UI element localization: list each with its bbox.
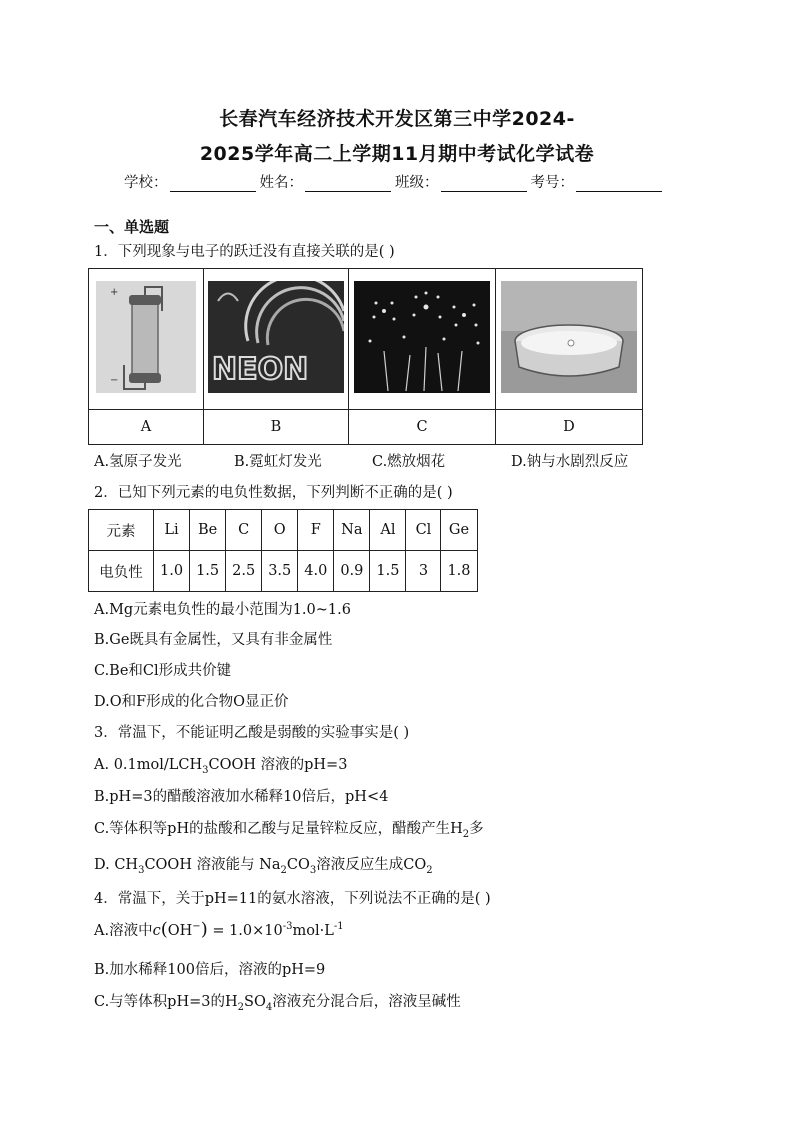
- q3-stem: 3．常温下，不能证明乙酸是弱酸的实验事实是( ): [94, 725, 410, 741]
- image-cell-b: [204, 269, 349, 410]
- hydroxide-ion: OH: [167, 923, 193, 939]
- q3-option-d[interactable]: [94, 853, 433, 876]
- subscript: 2: [426, 864, 433, 876]
- table-cell: 2.5: [226, 551, 262, 592]
- table-cell: 3.5: [262, 551, 298, 592]
- col-label-c: C: [349, 410, 496, 445]
- q2-option-a[interactable]: A.Mg元素电负性的最小范围为1.0~1.6: [94, 602, 351, 618]
- q3-c-text: C.等体积等pH的盐酸和乙酸与足量锌粒反应，醋酸产生H: [94, 821, 463, 837]
- section-heading: 一、单选题: [94, 218, 170, 236]
- school-label: 学校：: [124, 175, 168, 191]
- table-cell: O: [262, 510, 298, 551]
- table-cell: Na: [334, 510, 370, 551]
- table-cell: Li: [154, 510, 190, 551]
- q2-option-b[interactable]: B.Ge既具有金属性，又具有非金属性: [94, 632, 333, 648]
- name-blank[interactable]: [305, 176, 391, 192]
- table-cell: 1.8: [441, 551, 477, 592]
- q1-option-b[interactable]: B.霓虹灯发光: [234, 454, 322, 470]
- table-cell: C: [226, 510, 262, 551]
- q3-d-text3: CO: [286, 857, 310, 873]
- q4-c-text3: 溶液充分混合后，溶液呈碱性: [272, 994, 461, 1010]
- q3-a-text2: COOH 溶液的pH=3: [208, 757, 348, 773]
- table-cell: 1.0: [154, 551, 190, 592]
- q1-stem: 1．下列现象与电子的跃迁没有直接关联的是( ): [94, 244, 395, 260]
- table-row: [89, 510, 478, 551]
- school-blank[interactable]: [170, 176, 256, 192]
- subscript: 4: [265, 1001, 273, 1013]
- left-paren: (: [160, 919, 168, 940]
- q1-image-table: [88, 268, 643, 445]
- q2-option-c[interactable]: C.Be和Cl形成共价键: [94, 663, 232, 679]
- table-cell: 4.0: [298, 551, 334, 592]
- subscript: 2: [462, 828, 470, 840]
- electronegativity-table: [88, 509, 478, 592]
- q3-c-text2: 多: [469, 821, 484, 837]
- q4-stem: 4．常温下，关于pH=11的氨水溶液，下列说法不正确的是( ): [94, 891, 491, 907]
- neon-sign-image: [208, 281, 344, 393]
- table-cell: Ge: [441, 510, 477, 551]
- q3-option-b[interactable]: B.pH=3的醋酸溶液加水稀释10倍后，pH<4: [94, 789, 389, 805]
- class-label: 班级：: [395, 175, 439, 191]
- q4-a-text: A.溶液中: [94, 923, 153, 939]
- table-cell: 电负性: [89, 551, 154, 592]
- svg-text:+: +: [110, 287, 119, 298]
- col-label-b: B: [204, 410, 349, 445]
- superscript: −: [192, 921, 201, 933]
- q2-stem: 2．已知下列元素的电负性数据，下列判断不正确的是( ): [94, 485, 453, 501]
- q2-option-d[interactable]: D.O和F形成的化合物O显正价: [94, 694, 289, 710]
- concentration-symbol: c: [152, 923, 161, 939]
- class-blank[interactable]: [441, 176, 527, 192]
- table-cell: Al: [370, 510, 406, 551]
- table-cell: 3: [406, 551, 441, 592]
- q3-option-a[interactable]: [94, 753, 347, 776]
- student-info-row: [124, 171, 666, 192]
- subscript: 3: [202, 764, 209, 776]
- exam-title-line1: 长春汽车经济技术开发区第三中学2024-: [219, 108, 575, 130]
- q4-option-b[interactable]: B.加水稀释100倍后，溶液的pH=9: [94, 962, 326, 978]
- subscript: 2: [280, 864, 287, 876]
- q4-option-c[interactable]: [94, 990, 461, 1013]
- q1-option-c[interactable]: C.燃放烟花: [372, 454, 446, 470]
- q3-option-c[interactable]: [94, 817, 484, 840]
- q4-option-a[interactable]: [94, 919, 344, 940]
- subscript: 3: [309, 864, 317, 876]
- subscript: 3: [138, 864, 145, 876]
- image-cell-c: [349, 269, 496, 410]
- exam-number-label: 考号：: [530, 175, 574, 191]
- image-cell-a: [89, 269, 204, 410]
- q4-c-text: C.与等体积pH=3的H: [94, 994, 238, 1010]
- table-cell: 元素: [89, 510, 154, 551]
- table-cell: Be: [190, 510, 226, 551]
- col-label-a: A: [89, 410, 204, 445]
- name-label: 姓名：: [259, 175, 303, 191]
- sodium-water-image: [501, 281, 637, 393]
- q1-option-a[interactable]: A.氢原子发光: [94, 454, 182, 470]
- subscript: 2: [237, 1001, 245, 1013]
- table-cell: Cl: [406, 510, 441, 551]
- q3-d-text4: 溶液反应生成CO: [316, 857, 427, 873]
- right-paren: ): [200, 919, 208, 940]
- q1-option-d[interactable]: D.钠与水剧烈反应: [511, 454, 629, 470]
- superscript: -3: [282, 921, 293, 933]
- svg-text:NEON: NEON: [212, 352, 309, 387]
- superscript: -1: [333, 921, 344, 933]
- q3-d-text: D. CH: [94, 857, 139, 873]
- table-cell: F: [298, 510, 334, 551]
- table-cell: 0.9: [334, 551, 370, 592]
- hydrogen-tube-image: [96, 281, 196, 393]
- table-cell: 1.5: [190, 551, 226, 592]
- q4-c-text2: SO: [244, 994, 266, 1010]
- exam-title-line2: 2025学年高二上学期11月期中考试化学试卷: [199, 143, 595, 165]
- fireworks-image: [354, 281, 490, 393]
- q3-a-text: A. 0.1mol/LCH: [94, 757, 203, 773]
- col-label-d: D: [496, 410, 643, 445]
- q4-a-value: = 1.0×10: [212, 923, 283, 939]
- image-cell-d: [496, 269, 643, 410]
- q3-d-text2: COOH 溶液能与 Na: [144, 857, 281, 873]
- svg-text:−: −: [110, 375, 119, 386]
- exam-number-blank[interactable]: [576, 176, 662, 192]
- table-row: [89, 551, 478, 592]
- table-cell: 1.5: [370, 551, 406, 592]
- q4-a-unit: mol·L: [292, 923, 334, 939]
